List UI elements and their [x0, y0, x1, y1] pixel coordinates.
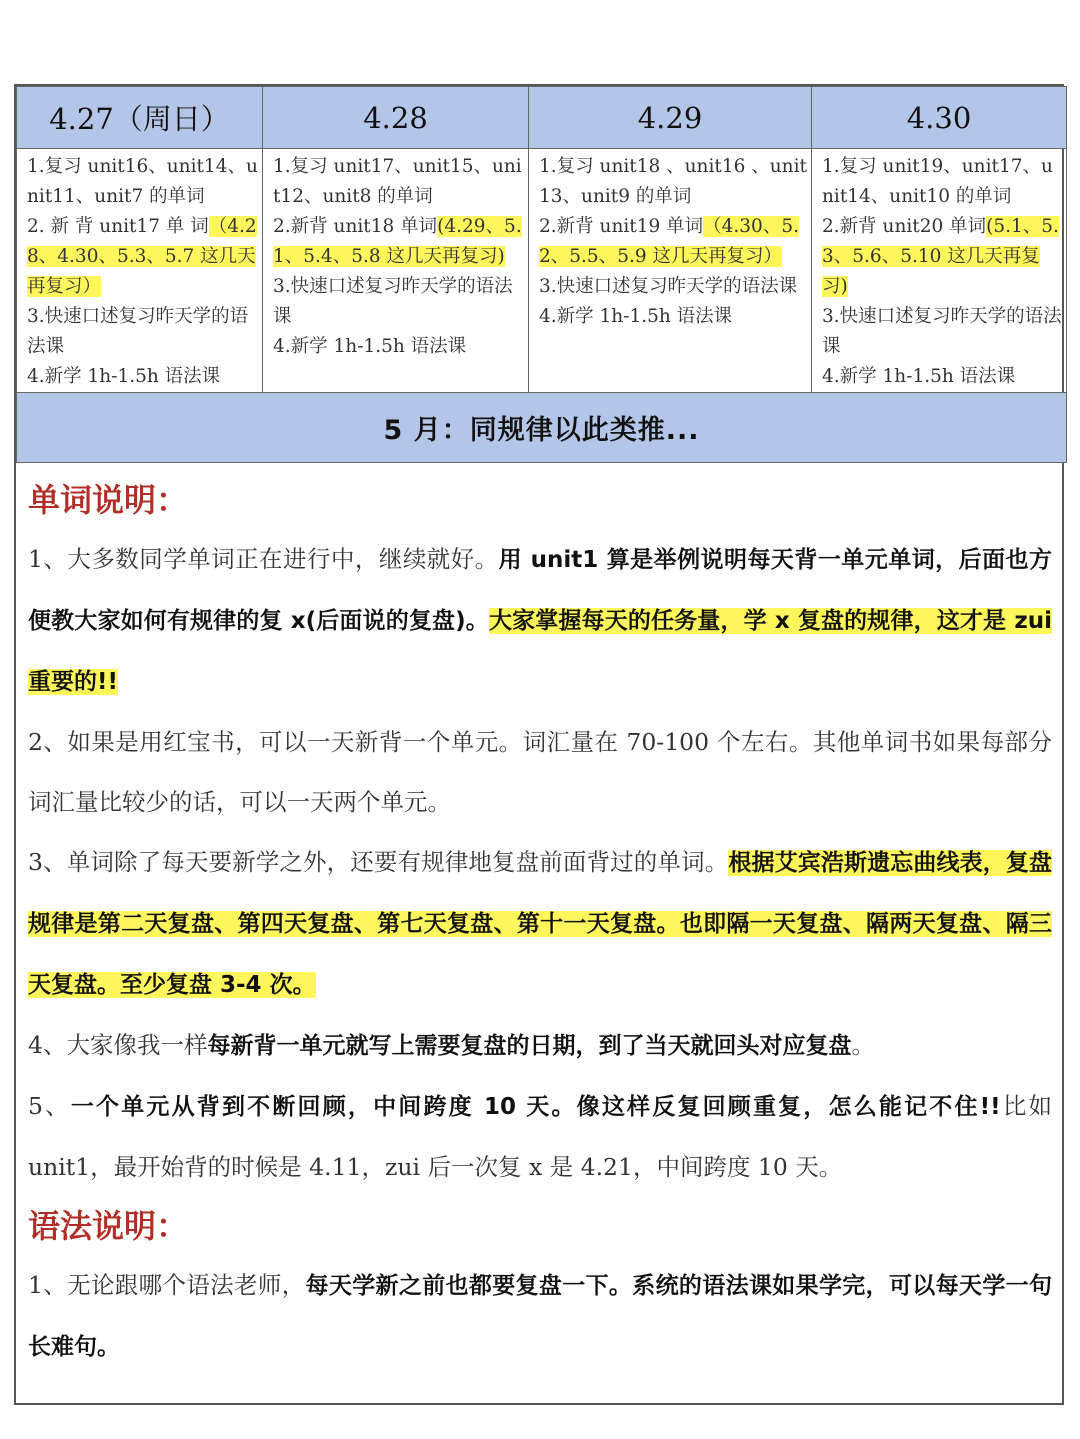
- task-new-words: [27, 212, 258, 302]
- task-review: 1.复习 unit17、unit15、unit12、unit8 的单词: [273, 156, 522, 207]
- task-new-words: [273, 212, 524, 272]
- vocab-note-1-highlight: 大家掌握每天的任务量，学 x 复盘的规律，这才是 zui 重要的!!: [28, 608, 1052, 695]
- task-new-words-text: 2.新背 unit19 单词: [539, 216, 704, 237]
- vocab-note-1-b: 用 unit1 算是举例说明每天背一单元单词，后面也方便教大家如何有规律的复 x(后面说的复盘)。: [28, 547, 1052, 634]
- task-review: 1.复习 unit19、unit17、unit14、unit10 的单词: [822, 156, 1053, 207]
- grammar-note-1-a: 1、无论跟哪个语法老师，: [28, 1271, 306, 1299]
- task-new-words-text: 2.新背 unit20 单词: [822, 216, 987, 237]
- day-tasks-cell: [812, 149, 1067, 393]
- task-oral-review: 3.快速口述复习昨天学的语法课: [822, 306, 1062, 357]
- day-tasks-cell: [529, 149, 812, 393]
- date-header: 4.29: [529, 87, 812, 149]
- vocab-note-3-highlight: 根据艾宾浩斯遗忘曲线表，复盘规律是第二天复盘、第四天复盘、第七天复盘、第十一天复盘。也即隔一天复盘、隔两天复盘、隔三天复盘。至少复盘 3-4 次。: [28, 850, 1053, 998]
- vocab-note-4: [28, 1015, 1052, 1076]
- date-header: 4.28: [263, 87, 529, 149]
- day-tasks-cell: [17, 149, 263, 393]
- task-oral-review: 3.快速口述复习昨天学的语法课: [273, 276, 513, 327]
- review-dates-highlight: (5.1、5.3、5.6、5.10 这几天再复习): [822, 216, 1059, 297]
- date-header: 4.27（周日）: [17, 87, 263, 149]
- task-review: 1.复习 unit18 、unit16 、unit13、unit9 的单词: [539, 156, 807, 207]
- vocab-note-2: 2、如果是用红宝书，可以一天新背一个单元。词汇量在 70-100 个左右。其他单词书如果每部分词汇量比较少的话，可以一天两个单元。: [28, 728, 1052, 816]
- vocab-note-4-c: 。: [851, 1031, 875, 1059]
- schedule-header-row: [17, 87, 1067, 149]
- task-grammar: 4.新学 1h-1.5h 语法课: [822, 366, 1016, 387]
- task-new-words-text: 2.新背 unit18 单词: [273, 216, 438, 237]
- review-dates-highlight: （4.30、5.2、5.5、5.9 这几天再复习）: [539, 216, 799, 267]
- task-oral-review: 3.快速口述复习昨天学的语法课: [539, 276, 798, 297]
- review-dates-highlight: (4.29、5.1、5.4、5.8 这几天再复习): [273, 216, 522, 267]
- vocab-note-5: [28, 1076, 1052, 1197]
- vocab-note-5-c: 比如 unit1，最开始背的时候是 4.11，zui 后一次复 x 是 4.21，中间跨度 10 天。: [28, 1092, 1053, 1181]
- task-new-words: [822, 212, 1062, 302]
- grammar-note-1: [28, 1255, 1052, 1377]
- task-grammar: 4.新学 1h-1.5h 语法课: [539, 306, 733, 327]
- vocab-note-1-a: 1、大多数同学单词正在进行中，继续就好。: [28, 545, 499, 573]
- vocab-note-5-a: 5、: [28, 1092, 71, 1120]
- review-dates-highlight: （4.28、4.30、5.3、5.7 这几天再复习）: [27, 216, 257, 297]
- date-header: 4.30: [812, 87, 1067, 149]
- task-oral-review: 3.快速口述复习昨天学的语法课: [27, 306, 249, 357]
- vocab-note-3-a: 3、单词除了每天要新学之外，还要有规律地复盘前面背过的单词。: [28, 848, 729, 876]
- may-banner-row: [17, 393, 1067, 463]
- task-grammar: 4.新学 1h-1.5h 语法课: [273, 336, 467, 357]
- task-new-words: [539, 212, 807, 272]
- vocab-section-title: 单词说明：: [28, 481, 189, 519]
- vocab-note-4-b: 每新背一单元就写上需要复盘的日期，到了当天就回头对应复盘: [207, 1033, 852, 1059]
- notes-section: [16, 463, 1062, 1403]
- vocab-note-4-a: 4、大家像我一样: [28, 1031, 208, 1059]
- vocab-note-1: [28, 529, 1052, 712]
- study-plan-sheet: [14, 84, 1064, 1405]
- vocab-note-5-b: 一个单元从背到不断回顾，中间跨度 10 天。像这样反复回顾重复，怎么能记不住!!: [70, 1094, 1001, 1120]
- vocab-note-3: [28, 832, 1052, 1015]
- schedule-table: [16, 86, 1067, 463]
- schedule-tasks-row: [17, 149, 1067, 393]
- day-tasks-cell: [263, 149, 529, 393]
- grammar-note-1-b: 每天学新之前也都要复盘一下。系统的语法课如果学完，可以每天学一句长难句。: [28, 1273, 1053, 1360]
- may-banner: 5 月：同规律以此类推...: [17, 393, 1067, 463]
- grammar-section-title: 语法说明：: [28, 1207, 189, 1245]
- task-review: 1.复习 unit16、unit14、unit11、unit7 的单词: [27, 156, 258, 207]
- task-grammar: 4.新学 1h-1.5h 语法课: [27, 366, 221, 387]
- task-new-words-text: 2. 新 背 unit17 单 词: [27, 216, 209, 237]
